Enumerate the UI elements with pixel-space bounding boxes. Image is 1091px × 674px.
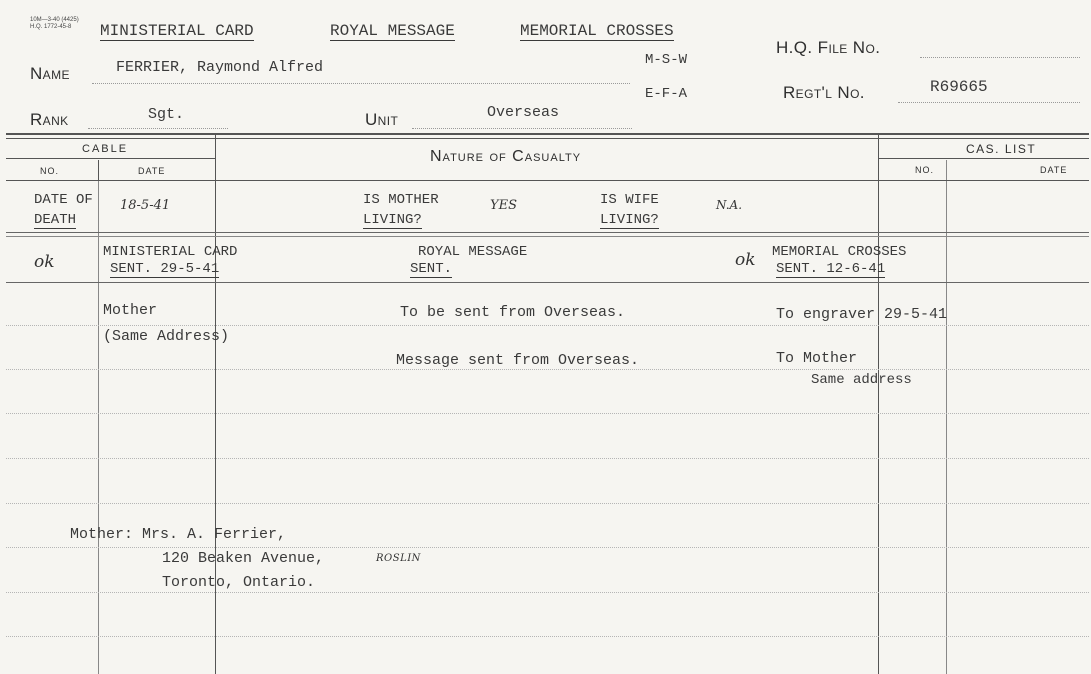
cas-date-heading: DATE	[1040, 165, 1068, 175]
royal-message-heading: ROYAL MESSAGE	[330, 22, 455, 40]
unit-label: Unit	[365, 110, 399, 129]
efa-code: E-F-A	[645, 86, 688, 102]
regt-label: Regt'l No.	[783, 83, 865, 102]
table-top-rule	[6, 133, 1089, 135]
memorial-crosses-sent-heading: MEMORIAL CROSSES	[772, 244, 907, 260]
mother-street-line: 120 Beaken Avenue,	[162, 550, 325, 567]
ministerial-card-heading: MINISTERIAL CARD	[100, 22, 254, 40]
cas-list-heading: CAS. LIST	[966, 142, 1037, 156]
hq-file-label: H.Q. File No.	[776, 38, 881, 57]
ok-mark-memorial: ok	[735, 250, 756, 270]
print-code-line-1: 10M—3-40 (4425)	[30, 17, 79, 23]
name-label: Name	[30, 64, 70, 83]
mother-living-label: LIVING?	[363, 212, 422, 228]
rank-value: Sgt.	[148, 106, 185, 123]
cas-no-heading: NO.	[915, 165, 935, 175]
message-sent-entry: Message sent from Overseas.	[396, 352, 640, 369]
memorial-crosses-sent-date: SENT. 12-6-41	[776, 261, 886, 277]
cable-no-heading: NO.	[40, 166, 60, 176]
wife-living-label: LIVING?	[600, 212, 659, 228]
print-code-line-2: H.Q. 1772-45-8	[30, 24, 72, 30]
death-date: 18-5-41	[120, 198, 171, 213]
wife-living-value: N.A.	[716, 198, 743, 212]
to-mother-entry: To Mother	[776, 350, 858, 367]
cable-date-heading: DATE	[138, 166, 166, 176]
regt-number: R69665	[930, 78, 988, 96]
royal-message-sent-date: SENT.	[410, 261, 453, 277]
cable-heading: CABLE	[82, 143, 129, 155]
roslin-note: ROSLIN	[376, 553, 421, 564]
date-of-label: DATE OF	[34, 192, 93, 208]
msw-code: M-S-W	[645, 52, 688, 68]
ok-mark-ministerial: ok	[34, 252, 55, 272]
is-mother-label: IS MOTHER	[363, 192, 439, 208]
mother-living-value: YES	[490, 198, 517, 213]
column-divider-cable	[215, 135, 216, 674]
mother-entry: Mother	[103, 302, 158, 319]
is-wife-label: IS WIFE	[600, 192, 659, 208]
rank-label: Rank	[30, 110, 69, 129]
to-be-sent-entry: To be sent from Overseas.	[400, 304, 626, 321]
name-value: FERRIER, Raymond Alfred	[116, 59, 324, 76]
royal-message-sent-heading: ROYAL MESSAGE	[418, 244, 528, 260]
mother-city-line: Toronto, Ontario.	[162, 574, 316, 591]
print-code	[30, 17, 79, 31]
mother-name-line: Mother: Mrs. A. Ferrier,	[70, 526, 287, 543]
same-address-entry: (Same Address)	[103, 328, 230, 345]
column-divider-cas	[878, 135, 879, 674]
memorial-crosses-heading: MEMORIAL CROSSES	[520, 22, 674, 40]
same-address-entry-2: Same address	[811, 372, 912, 388]
ministerial-card-sent-heading: MINISTERIAL CARD	[103, 244, 238, 260]
death-label: DEATH	[34, 212, 77, 228]
ministerial-card-sent-date: SENT. 29-5-41	[110, 261, 220, 277]
nature-heading: Nature of Casualty	[430, 148, 582, 165]
unit-value: Overseas	[487, 104, 560, 121]
to-engraver-entry: To engraver 29-5-41	[776, 306, 948, 323]
